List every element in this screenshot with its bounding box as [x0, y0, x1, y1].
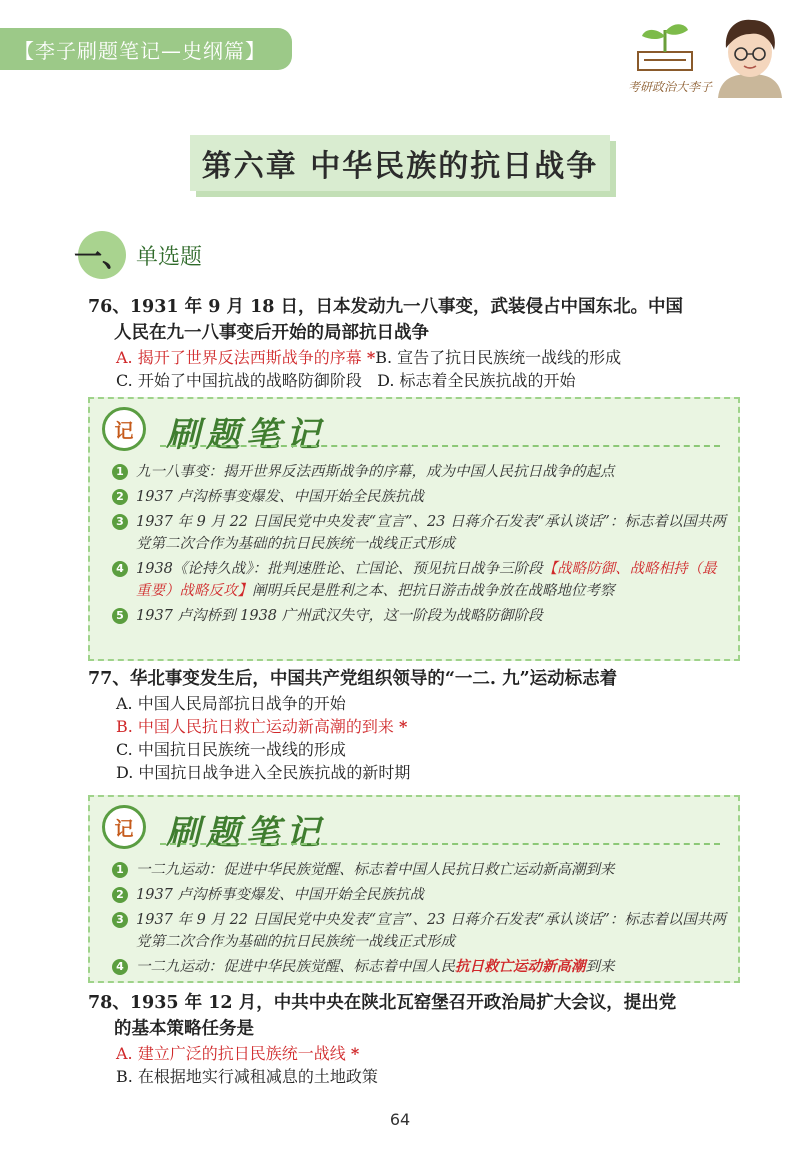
option-b-answer: B. 中国人民抗日救亡运动新高潮的到来	[116, 717, 400, 736]
note-title: 刷题笔记	[166, 415, 326, 455]
note-item-text: 一二九运动：促进中华民族觉醒、标志着中国人民抗日救亡运动新高潮到来	[136, 862, 615, 878]
note-item-text: 1937 卢沟桥到 1938 广州武汉失守，这一阶段为战略防御阶段	[136, 608, 543, 624]
note-text-part: 到来	[585, 959, 615, 975]
option-d: D. 标志着全民族抗战的开始	[377, 371, 576, 390]
note-item	[112, 486, 728, 508]
note-item-number: 4	[112, 959, 128, 975]
note-item-number: 3	[112, 514, 128, 530]
note-item	[112, 605, 728, 627]
note-item-text: 1937 年 9 月 22 日国民党中央发表“宣言”、23 日蒋介石发表“承认谈话”：标志着以国共两党第二次合作为基础的抗日民族统一战线正式形成	[136, 912, 726, 950]
answer-star: *	[366, 348, 376, 367]
section-label: 单选题	[136, 244, 203, 270]
question-stem: 76、1931 年 9 月 18 日，日本发动九一八事变，武装侵占中国东北。中国	[88, 297, 684, 317]
option-row	[88, 346, 758, 369]
note-item	[112, 558, 728, 602]
note-text-part: 阐明兵民是胜利之本、把抗日游击战争放在战略地位考察	[252, 583, 615, 599]
note-item	[112, 511, 728, 555]
note-item	[112, 884, 728, 906]
option-row	[88, 1042, 758, 1065]
book-title-banner	[0, 28, 292, 70]
note-item-text: 九一八事变：揭开世界反法西斯战争的序幕，成为中国人民抗日战争的起点	[136, 464, 615, 480]
note-header	[90, 797, 738, 857]
answer-star: *	[350, 1044, 360, 1063]
chapter-title-box	[190, 135, 610, 191]
question-stem: 77、华北事变发生后，中国共产党组织领导的“一二. 九”运动标志着	[88, 669, 618, 689]
note-item	[112, 956, 728, 978]
note-divider	[160, 445, 720, 447]
note-icon: 记	[102, 805, 146, 849]
note-item-text: 1937 卢沟桥事变爆发、中国开始全民族抗战	[136, 489, 425, 505]
option-row	[88, 369, 758, 392]
note-item-text: 1937 年 9 月 22 日国民党中央发表“宣言”、23 日蒋介石发表“承认谈话”：标志着以国共两党第二次合作为基础的抗日民族统一战线正式形成	[136, 514, 726, 552]
section-number-badge	[74, 231, 131, 279]
note-title: 刷题笔记	[166, 813, 326, 853]
option-a: A. 中国人民局部抗日战争的开始	[116, 694, 346, 713]
note-text-highlight: 【战略防御、战略相持（最重要）战略反攻】	[136, 561, 717, 599]
question-76	[88, 294, 758, 392]
note-item-number: 3	[112, 912, 128, 928]
note-item-number: 4	[112, 561, 128, 577]
note-item-text	[136, 956, 728, 978]
note-item-text: 1937 卢沟桥事变爆发、中国开始全民族抗战	[136, 887, 425, 903]
note-text-highlight: 抗日救亡运动新高潮	[455, 958, 586, 975]
option-row	[88, 715, 758, 738]
question-78	[88, 990, 758, 1088]
note-header	[90, 399, 738, 459]
option-a-answer: A. 揭开了世界反法西斯战争的序幕	[116, 348, 367, 367]
page-number: 64	[389, 1110, 411, 1129]
author-avatar	[712, 14, 788, 98]
note-item-number: 2	[112, 887, 128, 903]
note-item-number: 1	[112, 862, 128, 878]
note-item-number: 5	[112, 608, 128, 624]
section-heading	[74, 228, 203, 282]
note-divider	[160, 843, 720, 845]
note-item-number: 2	[112, 489, 128, 505]
option-c: C. 开始了中国抗战的战略防御阶段	[116, 371, 362, 390]
option-d: D. 中国抗日战争进入全民族抗战的新时期	[116, 763, 411, 782]
chapter-title: 第六章 中华民族的抗日战争	[201, 149, 599, 184]
note-item	[112, 461, 728, 483]
study-note-2	[88, 795, 740, 983]
question-stem: 78、1935 年 12 月，中共中央在陕北瓦窑堡召开政治局扩大会议，提出党	[88, 993, 677, 1013]
section-number: 一、	[74, 240, 131, 273]
option-b: B. 宣告了抗日民族统一战线的形成	[375, 348, 622, 367]
note-item	[112, 909, 728, 953]
note-icon: 记	[102, 407, 146, 451]
question-77	[88, 666, 758, 784]
option-c: C. 中国抗日民族统一战线的形成	[116, 740, 346, 759]
study-note-1	[88, 397, 740, 661]
sprout-logo-icon	[630, 18, 700, 76]
answer-star: *	[399, 717, 408, 736]
note-text-part: 一二九运动：促进中华民族觉醒、标志着中国人民	[136, 959, 455, 975]
note-item-text	[136, 558, 728, 602]
question-stem: 的基本策略任务是	[114, 1019, 254, 1039]
option-a-answer: A. 建立广泛的抗日民族统一战线	[116, 1044, 351, 1063]
note-item	[112, 859, 728, 881]
note-text-part: 1938《论持久战》：批判速胜论、亡国论、预见抗日战争三阶段	[136, 561, 543, 577]
logo-caption: 考研政治大李子	[628, 80, 713, 94]
option-b: B. 在根据地实行减租减息的土地政策	[116, 1067, 378, 1086]
book-title: 【李子刷题笔记—史纲篇】	[14, 38, 266, 63]
note-item-number: 1	[112, 464, 128, 480]
question-stem: 人民在九一八事变后开始的局部抗日战争	[114, 323, 429, 343]
